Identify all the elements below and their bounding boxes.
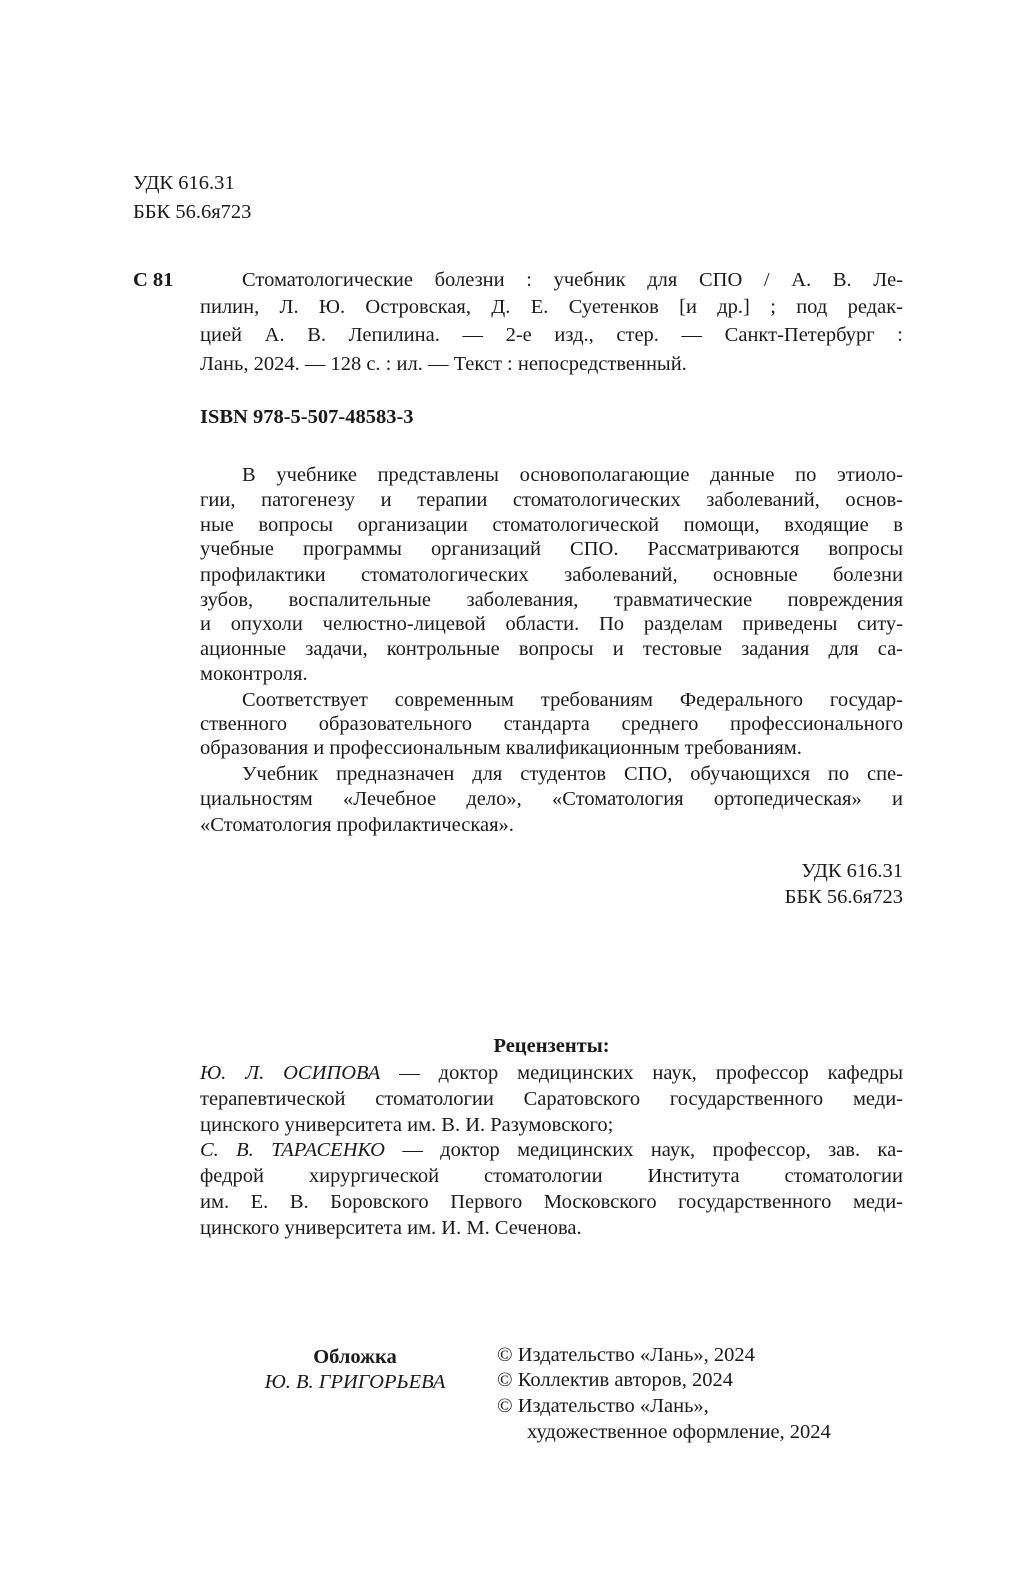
reviewer-line xyxy=(200,1189,903,1215)
bibliographic-line: пилин, Л. Ю. Островская, Д. Е. Суетенков [и др.] ; под редак- xyxy=(200,296,903,318)
footer-bbk-code: ББК 56.6я723 xyxy=(784,886,903,908)
reviewer-line xyxy=(200,1163,903,1189)
annotation-line: циальностям «Лечебное дело», «Стоматология ортопедическая» и xyxy=(200,788,903,810)
copyright-line: © Издательство «Лань», 2024 xyxy=(497,1344,755,1366)
annotation-line: Соответствует современным требованиям Федерального государ- xyxy=(242,689,903,711)
cover-artist: Ю. В. ГРИГОРЬЕВА xyxy=(264,1371,446,1393)
annotation-line: зубов, воспалительные заболевания, травматические повреждения xyxy=(200,589,903,611)
reviewer-line xyxy=(200,1060,903,1086)
footer-udk-code: УДК 616.31 xyxy=(801,860,903,882)
reviewer-description: федрой хирургической стоматологии Института стоматологии xyxy=(200,1165,903,1187)
reviewer-line xyxy=(200,1137,903,1163)
annotation-line: учебные программы организаций СПО. Рассматриваются вопросы xyxy=(200,538,903,560)
bibliographic-line: Лань, 2024. — 128 с. : ил. — Текст : непосредственный. xyxy=(200,353,687,375)
copyright-line: © Коллектив авторов, 2024 xyxy=(497,1369,733,1391)
annotation-line: профилактики стоматологических заболеваний, основные болезни xyxy=(200,564,903,586)
copyright-line: © Издательство «Лань», xyxy=(497,1395,709,1417)
bibliographic-line: цией А. В. Лепилина. — 2-е изд., стер. — Санкт-Петербург : xyxy=(200,324,903,346)
reviewer-line xyxy=(200,1086,903,1112)
annotation-line: Учебник предназначен для студентов СПО, обучающихся по спе- xyxy=(242,763,903,785)
reviewer-description: — доктор медицинских наук, профессор кафедры xyxy=(380,1062,903,1084)
cover-label: Обложка xyxy=(313,1346,397,1368)
annotation-line: гии, патогенезу и терапии стоматологических заболеваний, основ- xyxy=(200,489,903,511)
reviewers-title: Рецензенты: xyxy=(493,1035,610,1057)
reviewer-description: цинского университета им. И. М. Сеченова. xyxy=(200,1217,582,1239)
copyright-line: художественное оформление, 2024 xyxy=(527,1421,831,1443)
isbn: ISBN 978-5-507-48583-3 xyxy=(200,406,414,428)
annotation-line: В учебнике представлены основополагающие данные по этиоло- xyxy=(242,464,903,486)
bbk-code: ББК 56.6я723 xyxy=(133,201,252,223)
reviewer-description: — доктор медицинских наук, профессор, зав. ка- xyxy=(384,1139,903,1161)
reviewer-name: Ю. Л. ОСИПОВА xyxy=(200,1062,381,1084)
annotation-line: и опухоли челюстно-лицевой области. По разделам приведены ситу- xyxy=(200,613,903,635)
reviewer-description: им. Е. В. Боровского Первого Московского государственного меди- xyxy=(200,1191,903,1213)
udk-code: УДК 616.31 xyxy=(133,172,235,194)
annotation-line: ные вопросы организации стоматологической помощи, входящие в xyxy=(200,514,903,536)
bibliographic-line: Стоматологические болезни : учебник для СПО / А. В. Ле- xyxy=(242,269,903,291)
annotation-line: ственного образовательного стандарта среднего профессионального xyxy=(200,713,903,735)
annotation-line: ационные задачи, контрольные вопросы и тестовые задания для са- xyxy=(200,638,903,660)
annotation-line: образования и профессиональным квалификационным требованиям. xyxy=(200,737,802,759)
reviewer-name: С. В. ТАРАСЕНКО xyxy=(200,1139,385,1161)
annotation-line: моконтроля. xyxy=(200,663,308,685)
reviewer-description: терапевтической стоматологии Саратовского государственного меди- xyxy=(200,1088,903,1110)
reviewer-line xyxy=(200,1215,903,1241)
annotation-line: «Стоматология профилактическая». xyxy=(200,814,514,836)
author-mark: С 81 xyxy=(133,269,174,291)
reviewer-description: цинского университета им. В. И. Разумовского; xyxy=(200,1114,614,1136)
reviewer-line xyxy=(200,1112,903,1138)
